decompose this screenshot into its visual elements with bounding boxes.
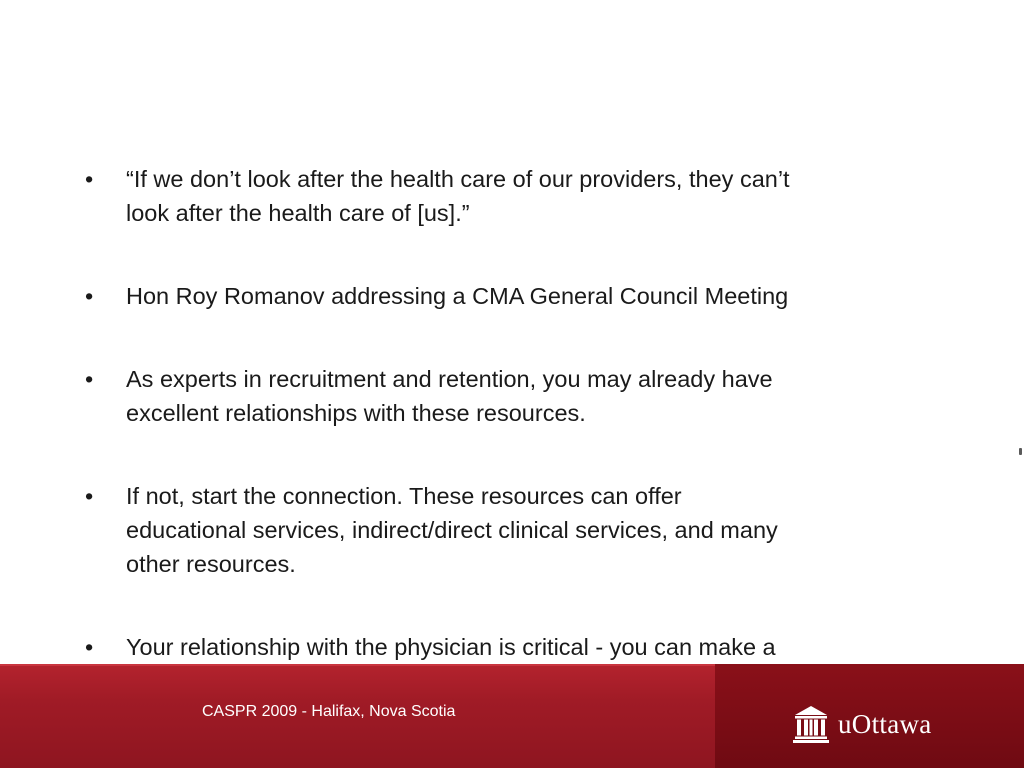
logo-wordmark: uOttawa bbox=[838, 709, 932, 739]
bullet-marker: • bbox=[85, 366, 94, 392]
university-building-icon bbox=[793, 704, 829, 744]
bullet-item bbox=[85, 479, 945, 581]
footer-caption: CASPR 2009 - Halifax, Nova Scotia bbox=[202, 703, 456, 720]
bullet-text-line: educational services, indirect/direct clinical services, and many bbox=[126, 517, 778, 543]
bullet-text-line: other resources. bbox=[126, 551, 296, 577]
bullet-marker: • bbox=[85, 166, 94, 192]
bullet-text-line: Your relationship with the physician is critical - you can make a bbox=[126, 634, 776, 660]
bullet-item bbox=[85, 162, 945, 230]
bullet-marker: • bbox=[85, 483, 94, 509]
bullet-text-line: Hon Roy Romanov addressing a CMA General Council Meeting bbox=[126, 283, 789, 309]
bullet-text-line: “If we don’t look after the health care of our providers, they can’t bbox=[126, 166, 790, 192]
bullet-text-line: excellent relationships with these resources. bbox=[126, 400, 586, 426]
bullet-item bbox=[85, 362, 945, 430]
uottawa-logo bbox=[793, 704, 932, 744]
edge-mark bbox=[1019, 448, 1022, 455]
bullet-text-line: If not, start the connection. These resources can offer bbox=[126, 483, 682, 509]
bullet-text-line: look after the health care of [us].” bbox=[126, 200, 470, 226]
bullet-list bbox=[85, 162, 945, 698]
bullet-marker: • bbox=[85, 283, 94, 309]
bullet-marker: • bbox=[85, 634, 94, 660]
bullet-text-line: As experts in recruitment and retention, you may already have bbox=[126, 366, 773, 392]
bullet-item bbox=[85, 279, 945, 313]
